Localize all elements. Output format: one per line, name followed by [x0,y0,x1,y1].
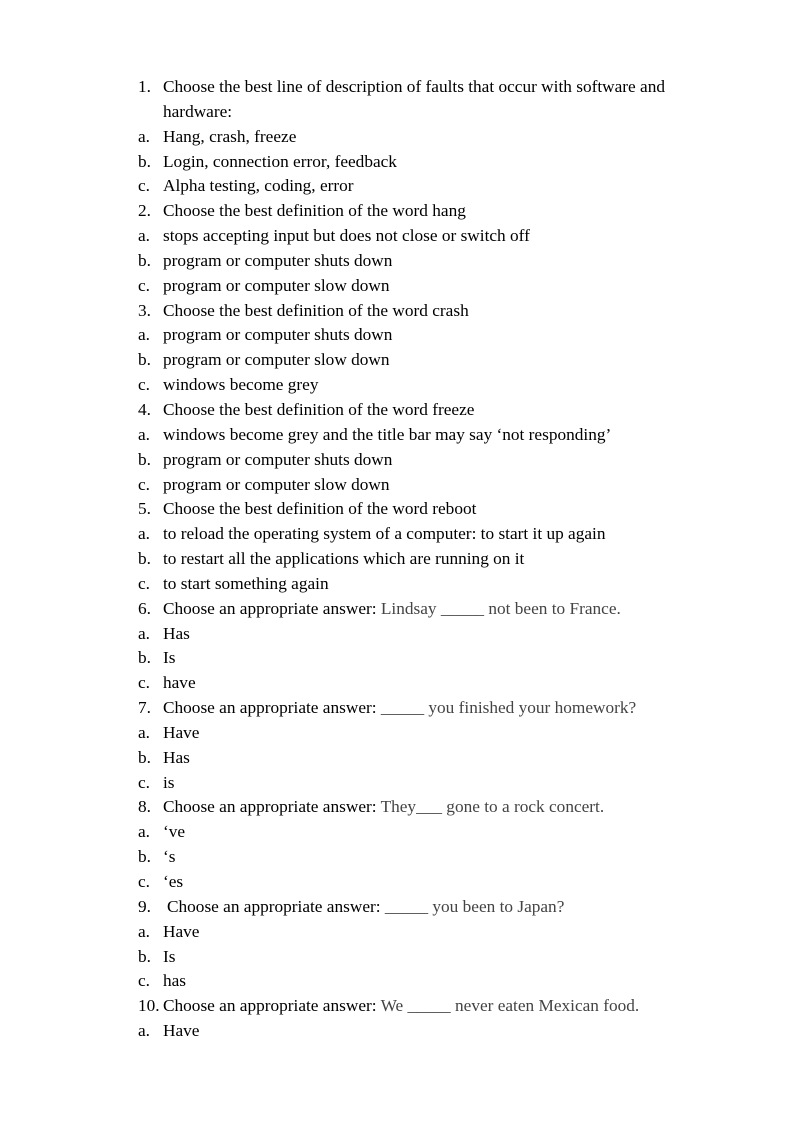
line-text [163,597,621,622]
line-text-main: Choose the best line of description of faults that occur with software and [163,77,665,96]
option-line [0,969,800,994]
line-text [163,373,319,398]
line-text [163,174,354,199]
line-text-main: Is [163,946,176,966]
line-marker: b. [138,449,151,469]
line-text [163,969,186,994]
question-line [0,199,800,224]
question-line [0,994,800,1019]
line-marker: a. [138,126,150,146]
line-text [163,1019,199,1044]
option-line [0,224,800,249]
line-marker: a. [138,921,150,941]
line-text-main: Choose the best definition of the word reboot [163,499,477,519]
line-marker: b. [138,549,151,569]
option-line [0,572,800,597]
line-text [163,448,392,473]
line-text [163,746,190,771]
line-text [163,646,175,671]
line-text [163,150,397,175]
line-text [163,497,476,522]
line-marker: a. [138,822,150,842]
line-text [163,75,665,100]
option-line [0,646,800,671]
line-text [163,224,530,249]
line-marker: 3. [138,300,151,320]
example-sentence: We _____ never eaten Mexican food. [380,996,640,1016]
line-text [163,323,392,348]
line-text-main: to reload the operating system of a computer: to start it up again [163,524,606,544]
example-sentence: _____ you been to Japan? [384,896,565,916]
line-marker: a. [138,524,150,544]
question-line [0,895,800,920]
line-marker: c. [138,971,150,991]
line-marker: a. [138,722,150,742]
line-text-main: Have [163,1021,200,1041]
line-marker: a. [138,226,150,246]
line-text [163,696,636,721]
question-line [0,795,800,820]
line-text-main: program or computer slow down [163,350,390,370]
line-marker: 2. [138,201,151,221]
line-text-main: Login, connection error, feedback [163,151,397,171]
line-text [163,820,185,845]
line-text-main: Choose an appropriate answer: [163,598,381,618]
line-marker: a. [138,623,150,643]
line-text-main: Has [163,747,190,767]
line-marker: 8. [138,797,151,817]
line-text-main: windows become grey [163,375,319,395]
option-line [0,622,800,647]
line-marker: b. [138,350,151,370]
example-sentence: Lindsay _____ not been to France. [380,598,621,618]
line-marker: c. [138,176,150,196]
line-text-main: Alpha testing, coding, error [163,176,354,196]
line-text-main: program or computer shuts down [163,250,393,270]
question-line-continuation [0,100,800,125]
line-text-main: has [163,971,187,991]
question-line [0,696,800,721]
line-text-main: is [163,772,175,792]
line-marker: 1. [138,77,151,96]
line-text-main: program or computer slow down [163,275,390,295]
option-line [0,771,800,796]
line-marker: b. [138,847,151,867]
line-text [163,299,469,324]
option-line [0,373,800,398]
line-marker: c. [138,275,150,295]
line-text [163,572,329,597]
option-line [0,522,800,547]
line-marker: a. [138,424,150,444]
option-line [0,671,800,696]
line-marker: c. [138,673,150,693]
option-line [0,323,800,348]
option-line [0,547,800,572]
line-text-main: Have [163,722,200,742]
line-text [163,795,604,820]
line-marker: a. [138,325,150,345]
line-marker: 7. [138,698,151,718]
option-line [0,746,800,771]
option-line [0,174,800,199]
option-line [0,150,800,175]
line-text-main: ‘ve [163,822,186,842]
line-text-main: Has [163,623,190,643]
option-line [0,473,800,498]
line-text [163,994,639,1019]
line-text-main: Choose the best definition of the word hang [163,201,466,221]
line-text [163,473,390,498]
option-line [0,721,800,746]
line-text-main: windows become grey and the title bar may say ‘not responding’ [163,424,612,444]
question-line [0,75,800,100]
line-text [163,870,183,895]
option-line [0,125,800,150]
option-line [0,448,800,473]
line-marker: c. [138,375,150,395]
line-text [163,721,199,746]
line-marker: b. [138,151,151,171]
line-text [163,945,175,970]
line-text-main: program or computer shuts down [163,325,393,345]
option-line [0,423,800,448]
option-line [0,348,800,373]
line-marker: b. [138,946,151,966]
line-marker: c. [138,573,150,593]
line-text-main: Is [163,648,176,668]
line-marker: b. [138,250,151,270]
line-marker: 4. [138,399,151,419]
line-marker: c. [138,872,150,891]
line-marker: 10. [138,996,160,1016]
line-text [167,895,564,920]
line-text-main: program or computer shuts down [163,449,393,469]
line-text [163,423,611,448]
line-marker: 5. [138,499,151,519]
example-sentence: They___ gone to a rock concert. [380,797,605,817]
question-line [0,597,800,622]
line-text-main: Choose the best definition of the word crash [163,300,469,320]
line-text-main: to start something again [163,573,329,593]
line-marker: c. [138,474,150,494]
line-text-main: Hang, crash, freeze [163,126,297,146]
line-marker: c. [138,772,150,792]
line-text [163,622,190,647]
line-text [163,547,524,572]
line-text-main: Choose an appropriate answer: [163,698,381,718]
line-text [163,771,175,796]
line-marker: a. [138,1021,150,1041]
question-line [0,497,800,522]
line-text [163,249,392,274]
line-text [163,100,232,125]
option-line [0,274,800,299]
line-text-main: program or computer slow down [163,474,390,494]
option-line [0,249,800,274]
line-marker: 9. [138,896,151,916]
line-text [163,398,474,423]
option-line [0,1019,800,1044]
option-line [0,920,800,945]
question-list [0,75,800,1044]
line-marker: b. [138,747,151,767]
line-text [163,920,199,945]
line-text-main: ‘es [163,872,184,891]
option-line [0,870,800,895]
line-text [163,671,196,696]
question-line [0,398,800,423]
line-text-main: Have [163,921,200,941]
line-text [163,522,605,547]
line-text-main: Choose the best definition of the word freeze [163,399,475,419]
option-line [0,945,800,970]
example-sentence: _____ you finished your homework? [380,698,637,718]
line-text-main: hardware: [163,101,233,121]
option-line [0,845,800,870]
question-line [0,299,800,324]
line-text-main: have [163,673,196,693]
line-text [163,348,390,373]
line-text [163,199,466,224]
line-text-main: ‘s [163,847,176,867]
line-text-main: Choose an appropriate answer: [163,996,381,1016]
line-marker: 6. [138,598,151,618]
line-text [163,125,296,150]
option-line [0,820,800,845]
line-text-main: Choose an appropriate answer: [167,896,385,916]
line-text-main: to restart all the applications which are running on it [163,549,525,569]
line-text [163,845,175,870]
line-text-main: Choose an appropriate answer: [163,797,381,817]
line-marker: b. [138,648,151,668]
line-text [163,274,390,299]
line-text-main: stops accepting input but does not close or switch off [163,226,530,246]
